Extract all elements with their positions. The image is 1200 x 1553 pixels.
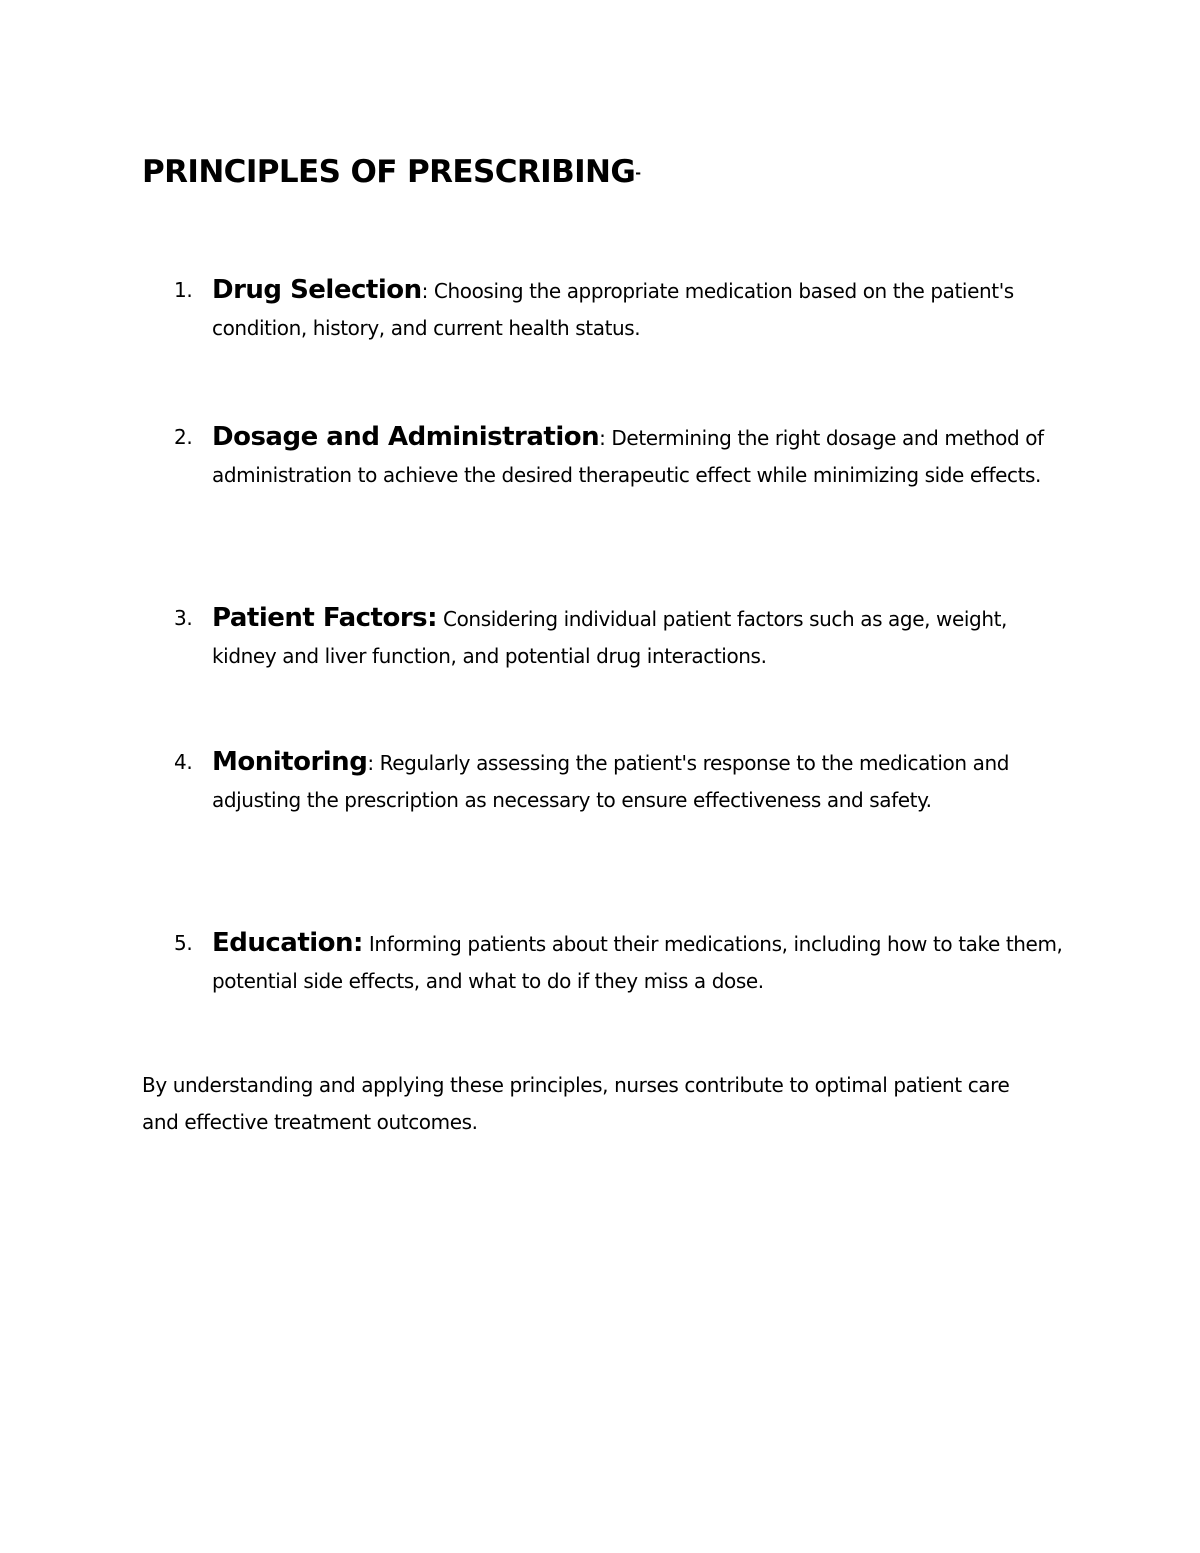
page-title-dash: - <box>635 165 641 182</box>
principle-number: 5. <box>174 931 193 955</box>
principle-number: 1. <box>174 278 193 302</box>
principle-term: Dosage and Administration <box>212 422 600 452</box>
principle-number: 4. <box>174 750 193 774</box>
principle-text <box>212 600 1064 675</box>
principle-description: Informing patients about their medications, including how to take them, potential side effects, and what to do if they miss a dose. <box>212 932 1063 993</box>
principle-description: : Choosing the appropriate medication based on the patient's condition, history, and current health status. <box>212 279 1014 340</box>
principle-term: Drug Selection <box>212 275 422 305</box>
principle-term: Monitoring <box>212 747 368 777</box>
principle-term: Education: <box>212 928 363 958</box>
principle-number: 2. <box>174 425 193 449</box>
principle-description: : Regularly assessing the patient's response to the medication and adjusting the prescription as necessary to ensure effectiveness and safety. <box>212 751 1010 812</box>
principle-text <box>212 744 1064 819</box>
principle-text <box>212 419 1064 494</box>
principle-text <box>212 272 1064 347</box>
principle-description: Considering individual patient factors such as age, weight, kidney and liver function, and potential drug interactions. <box>212 607 1008 668</box>
closing-paragraph: By understanding and applying these principles, nurses contribute to optimal patient care and effective treatment outcomes. <box>142 1073 1010 1134</box>
principle-term: Patient Factors: <box>212 603 438 633</box>
page-title <box>142 150 640 196</box>
principle-description: : Determining the right dosage and method of administration to achieve the desired therapeutic effect while minimizing side effects. <box>212 426 1044 487</box>
page-title-text: PRINCIPLES OF PRESCRIBING <box>142 154 636 190</box>
principle-text <box>212 925 1064 1000</box>
principle-number: 3. <box>174 606 193 630</box>
